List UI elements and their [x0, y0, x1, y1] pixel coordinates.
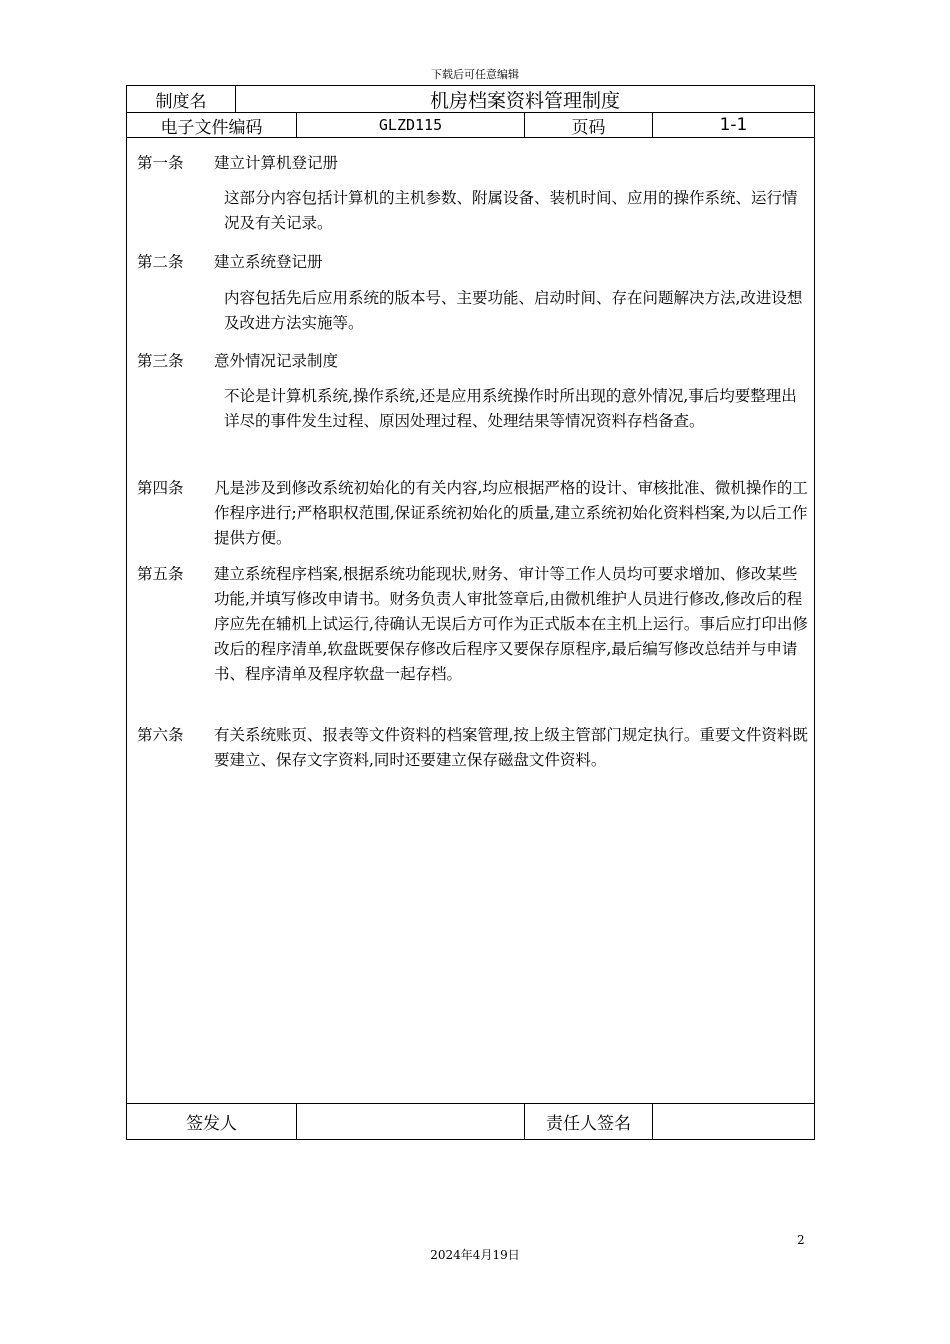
article-title: 建立计算机登记册 — [214, 154, 339, 172]
responsible-label: 责任人签名 — [525, 1104, 653, 1139]
article-label: 第四条 — [137, 479, 184, 497]
article-label: 第六条 — [137, 726, 184, 744]
page-label: 页码 — [525, 113, 653, 137]
article-3-body: 不论是计算机系统,操作系统,还是应用系统操作时所出现的意外情况,事后均要整理出详尽的事件发生过程、原因处理过程、处理结果等情况资料存档备查。 — [224, 387, 797, 430]
code-row — [127, 113, 814, 138]
responsible-field — [653, 1104, 814, 1139]
file-code-value: GLZD115 — [297, 113, 525, 137]
footer-date: 2024年4月19日 — [430, 1248, 520, 1262]
article-title: 建立系统登记册 — [214, 253, 323, 271]
page-number: 2 — [797, 1233, 805, 1247]
article-label: 第一条 — [137, 154, 184, 172]
article-text: 有关系统账页、报表等文件资料的档案管理,按上级主管部门规定执行。重要文件资料既要建立、保存文字资料,同时还要建立保存磁盘文件资料。 — [214, 726, 808, 769]
article-text: 建立系统程序档案,根据系统功能现状,财务、审计等工作人员均可要求增加、修改某些功能,并填写修改申请书。财务负责人审批签章后,由微机维护人员进行修改,修改后的程序应先在辅机上试运行,待确认无误后方可作为正式版本在主机上运行。事后应打印出修改后的程序清单,软盘既要保存修改后程序又要保存原程序,最后编写修改总结并与申请书、程序清单及程序软盘一起存档。 — [214, 565, 808, 683]
regulation-name-label: 制度名 — [127, 86, 236, 112]
article-label: 第五条 — [137, 565, 184, 583]
issuer-label: 签发人 — [127, 1104, 297, 1139]
article-title: 意外情况记录制度 — [214, 352, 339, 370]
regulation-content — [127, 138, 814, 1104]
article-label: 第三条 — [137, 352, 184, 370]
regulation-form — [126, 85, 815, 1140]
article-1-body: 这部分内容包括计算机的主机参数、附属设备、装机时间、应用的操作系统、运行情况及有关记录。 — [224, 189, 798, 232]
signature-row — [127, 1103, 814, 1139]
article-2-body: 内容包括先后应用系统的版本号、主要功能、启动时间、存在问题解决方法,改进设想及改进方法实施等。 — [224, 289, 803, 332]
header-note: 下载后可任意编辑 — [431, 68, 519, 81]
regulation-title: 机房档案资料管理制度 — [429, 89, 620, 112]
file-code-label: 电子文件编码 — [127, 113, 297, 137]
issuer-field — [297, 1104, 525, 1139]
title-row — [127, 86, 814, 113]
article-text: 凡是涉及到修改系统初始化的有关内容,均应根据严格的设计、审核批准、微机操作的工作程序进行;严格职权范围,保证系统初始化的质量,建立系统初始化资料档案,为以后工作提供方便。 — [214, 479, 808, 547]
article-label: 第二条 — [137, 253, 184, 271]
page-value: 1-1 — [719, 115, 748, 135]
